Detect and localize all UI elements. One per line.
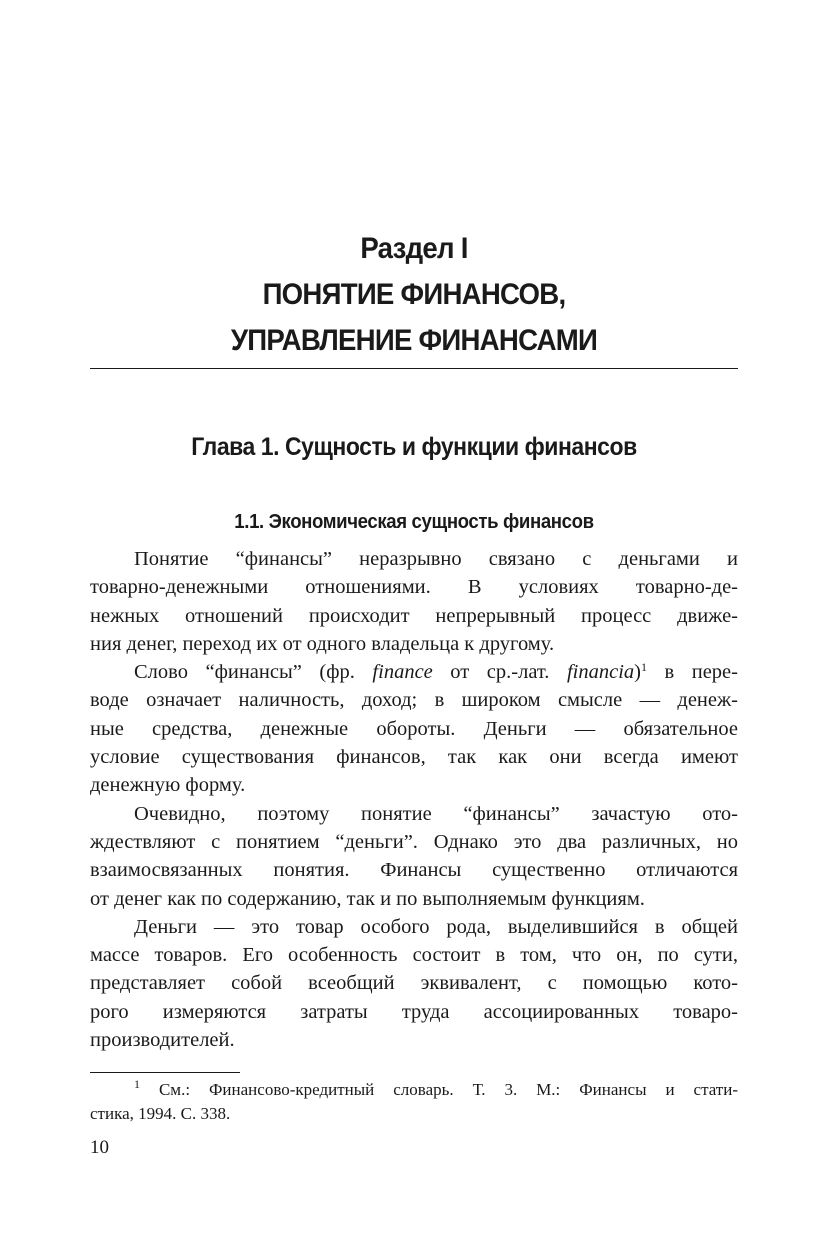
footnote-reference[interactable]: 1 (640, 660, 647, 675)
text-line: ждествляют с понятием “деньги”. Однако это два различных, но (90, 830, 738, 853)
footnote-marker: 1 (134, 1077, 140, 1091)
section-heading (116, 226, 712, 364)
section-label: Раздел I (360, 232, 468, 265)
body-text (90, 545, 738, 1054)
chapter-title: Глава 1. Сущность и функции финансов (191, 433, 637, 461)
section-divider (90, 368, 738, 369)
text-line: ния денег, переход их от одного владельца к другому. (90, 632, 555, 655)
paragraph-3 (90, 800, 738, 913)
section-title-line-1: ПОНЯТИЕ ФИНАНСОВ, (262, 278, 566, 311)
text-run: в пере- (646, 661, 738, 684)
text-line: Слово “финансы” (фр. finance от ср.-лат. financia)$^1$ в пере- (134, 660, 738, 684)
text-line: от денег как по содержанию, так и по выполняемым функциям. (90, 887, 645, 910)
footnote (90, 1078, 738, 1126)
text-line: представляет собой всеобщий эквивалент, с помощью кото- (90, 972, 738, 995)
text-line: Деньги — это товар особого рода, выделившийся в общей (134, 915, 738, 938)
subsection-title: 1.1. Экономическая сущность финансов (234, 511, 594, 533)
text-line: ные средства, денежные обороты. Деньги — обязательное (90, 717, 738, 740)
section-title-line-2: УПРАВЛЕНИЕ ФИНАНСАМИ (230, 324, 598, 357)
italic-term: finance (372, 661, 433, 684)
paragraph-1 (90, 545, 738, 658)
text-line: условие существования финансов, так как они всегда имеют (90, 746, 738, 769)
text-line: Понятие “финансы” неразрывно связано с деньгами и (134, 548, 738, 570)
text-line: товарно-денежными отношениями. В условиях товарно-де- (90, 576, 738, 599)
footnote-text: См.: Финансово-кредитный словарь. Т. 3. М.: Финансы и стати- (140, 1080, 738, 1099)
text-line: взаимосвязанных понятия. Финансы существенно отличаются (90, 859, 738, 882)
italic-term: financia (566, 661, 635, 684)
page-number: 10 (90, 1137, 109, 1158)
paragraph-2 (90, 658, 738, 799)
footnote-line-1 (90, 1078, 738, 1102)
text-line: воде означает наличность, доход; в широком смысле — денеж- (90, 689, 738, 712)
text-line: денежную форму. (90, 774, 246, 797)
text-line: нежных отношений происходит непрерывный процесс движе- (90, 604, 738, 627)
text-run: от ср.-лат. (432, 661, 567, 684)
text-line: массе товаров. Его особенность состоит в том, что он, по сути, (90, 944, 738, 967)
footnote-divider (90, 1072, 240, 1073)
footnote-line-2: стика, 1994. С. 338. (90, 1104, 231, 1123)
text-line: рого измеряются затраты труда ассоциированных товаро- (90, 1000, 738, 1023)
text-line: производителей. (90, 1029, 235, 1052)
text-line: Очевидно, поэтому понятие “финансы” зачастую ото- (134, 802, 738, 825)
text-run: Слово “финансы” (фр. (134, 661, 373, 684)
paragraph-4 (90, 913, 738, 1054)
